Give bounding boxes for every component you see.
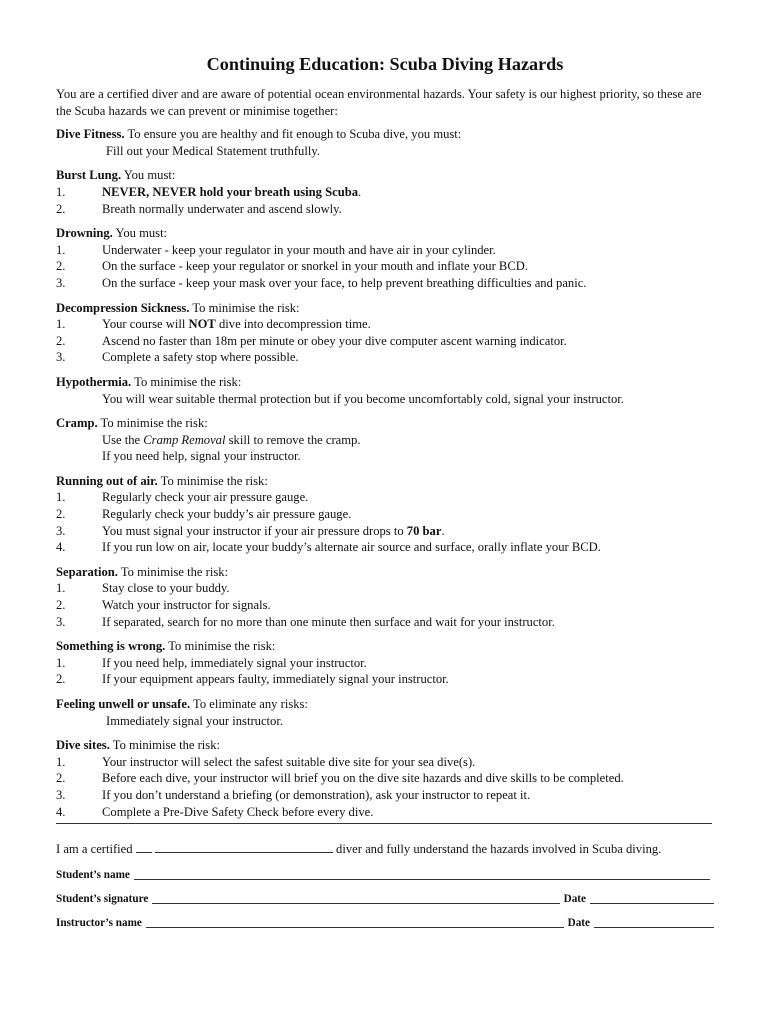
separator-line — [56, 823, 712, 824]
section-lead: To minimise the risk: — [165, 639, 276, 654]
section-heading: Hypothermia. — [56, 374, 132, 389]
list-item — [56, 489, 714, 506]
list-item — [56, 523, 714, 540]
list-item — [56, 597, 714, 614]
item-text: If you run low on air, locate your buddy’s alternate air source and surface, orally inflate your BCD. — [102, 540, 601, 555]
section-hypothermia — [56, 374, 714, 407]
section-dive-sites — [56, 737, 714, 820]
section-line: Fill out your Medical Statement truthfully. — [106, 143, 320, 158]
section-lead: You must: — [121, 168, 176, 183]
item-number: 2. — [56, 333, 66, 348]
section-lead: To ensure you are healthy and fit enough to Scuba dive, you must: — [124, 127, 462, 142]
item-number: 3. — [56, 275, 66, 290]
section-decompression-sickness — [56, 300, 714, 366]
item-text: Complete a safety stop where possible. — [102, 350, 299, 365]
section-burst-lung — [56, 167, 714, 217]
list-item — [56, 671, 714, 688]
list-item — [56, 754, 714, 771]
list-item — [56, 242, 714, 259]
item-bold-text: NOT — [188, 317, 216, 332]
item-text: If separated, search for no more than one minute then surface and wait for your instructor. — [102, 614, 555, 629]
item-number: 4. — [56, 540, 66, 555]
student-signature-label: Student’s signature — [56, 892, 149, 905]
skill-name: Cramp Removal — [143, 432, 226, 447]
item-text: dive into decompression time. — [215, 317, 371, 332]
section-lead: To eliminate any risks: — [190, 697, 308, 711]
student-name-field[interactable] — [134, 879, 710, 880]
item-number: 1. — [56, 490, 66, 505]
section-drowning — [56, 225, 714, 291]
section-lead: To minimise the risk: — [157, 473, 268, 488]
section-separation — [56, 564, 714, 630]
item-number: 1. — [56, 184, 66, 199]
list-item — [56, 258, 714, 275]
item-text: On the surface - keep your mask over your face, to help prevent breathing difficulties and panic. — [102, 275, 587, 290]
list-item — [56, 770, 714, 787]
section-heading: Drowning. — [56, 226, 113, 241]
line-text: skill to remove the cramp. — [225, 432, 361, 447]
item-text: Regularly check your air pressure gauge. — [102, 490, 309, 505]
item-text: Complete a Pre-Dive Safety Check before every dive. — [102, 804, 374, 819]
item-text: . — [358, 184, 362, 199]
item-number: 2. — [56, 507, 66, 522]
certification-level-blank[interactable] — [136, 840, 152, 853]
list-item — [56, 539, 714, 556]
section-heading: Cramp. — [56, 416, 98, 431]
item-number: 3. — [56, 614, 66, 629]
item-text: Your instructor will select the safest suitable dive site for your sea dive(s). — [102, 754, 476, 769]
certification-text-pre: I am a certified — [56, 842, 133, 857]
list-item — [56, 580, 714, 597]
item-bold-text: 70 bar — [406, 523, 442, 538]
item-text: . — [441, 523, 445, 538]
section-line: If you need help, signal your instructor. — [102, 449, 301, 464]
intro-paragraph: You are a certified diver and are aware of potential ocean environmental hazards. Your safety is our highest priority, so these are the Scuba hazards we can prevent or minimise together: — [56, 87, 702, 118]
item-number: 4. — [56, 804, 66, 819]
list-item — [56, 275, 714, 292]
instructor-name-label: Instructor’s name — [56, 916, 142, 929]
certification-statement — [56, 840, 714, 858]
section-lead: To minimise the risk: — [131, 374, 242, 389]
student-date-label: Date — [563, 892, 586, 905]
list-item — [56, 333, 714, 350]
item-number: 2. — [56, 201, 66, 216]
section-line: Immediately signal your instructor. — [106, 713, 283, 728]
section-running-out-of-air — [56, 473, 714, 556]
item-text: Stay close to your buddy. — [102, 581, 230, 596]
item-text: You must signal your instructor if your air pressure drops to — [102, 523, 407, 538]
section-heading: Separation. — [56, 564, 118, 579]
section-something-wrong — [56, 638, 714, 688]
section-lead: To minimise the risk: — [109, 738, 221, 753]
item-number: 1. — [56, 581, 66, 596]
certification-text-post: diver and fully understand the hazards involved in Scuba diving. — [336, 842, 662, 857]
student-signature-field[interactable] — [152, 903, 559, 904]
instructor-date-field[interactable] — [594, 927, 714, 928]
section-heading: Dive sites. — [56, 738, 110, 753]
section-lead: You must: — [112, 226, 168, 241]
list-item — [56, 184, 714, 201]
item-number: 2. — [56, 771, 66, 786]
item-number: 1. — [56, 754, 66, 769]
item-number: 2. — [56, 598, 66, 613]
item-text: On the surface - keep your regulator or snorkel in your mouth and inflate your BCD. — [102, 259, 528, 274]
list-item — [56, 349, 714, 366]
section-line: You will wear suitable thermal protection but if you become uncomfortably cold, signal your instructor. — [102, 391, 624, 406]
instructor-name-field[interactable] — [146, 927, 564, 928]
student-name-label: Student’s name — [56, 868, 130, 881]
list-item — [56, 614, 714, 631]
list-item — [56, 655, 714, 672]
section-feeling-unwell — [56, 696, 714, 729]
list-item — [56, 787, 714, 804]
student-name-row — [56, 868, 714, 882]
instructor-date-label: Date — [567, 916, 590, 929]
item-text: Your course will — [102, 317, 189, 332]
list-item — [56, 506, 714, 523]
item-number: 2. — [56, 259, 66, 274]
student-date-field[interactable] — [590, 903, 714, 904]
item-text: Before each dive, your instructor will brief you on the dive site hazards and dive skills to be completed. — [102, 771, 624, 786]
section-heading: Feeling unwell or unsafe. — [56, 697, 191, 711]
item-number: 1. — [56, 317, 66, 332]
item-number: 2. — [56, 672, 66, 687]
item-number: 1. — [56, 655, 66, 670]
student-signature-row — [56, 892, 714, 906]
list-item — [56, 201, 714, 218]
section-heading: Dive Fitness. — [56, 127, 125, 142]
section-lead: To minimise the risk: — [117, 564, 229, 579]
section-heading: Decompression Sickness. — [56, 300, 190, 315]
page-title: Continuing Education: Scuba Diving Hazards — [206, 54, 564, 74]
section-heading: Running out of air. — [56, 473, 158, 488]
section-heading: Burst Lung. — [56, 168, 122, 183]
list-item — [56, 316, 714, 333]
list-item — [56, 804, 714, 821]
item-bold-text: NEVER, NEVER hold your breath using Scuba — [102, 184, 359, 199]
line-text: Use the — [102, 432, 144, 447]
section-line — [56, 432, 714, 449]
item-text: If you need help, immediately signal your instructor. — [102, 655, 367, 670]
section-dive-fitness — [56, 126, 714, 159]
item-text: Ascend no faster than 18m per minute or obey your dive computer ascent warning indicator. — [102, 333, 567, 348]
section-cramp — [56, 415, 714, 465]
item-number: 3. — [56, 350, 66, 365]
section-heading: Something is wrong. — [56, 639, 166, 654]
item-text: Regularly check your buddy’s air pressure gauge. — [102, 507, 352, 522]
item-text: Breath normally underwater and ascend slowly. — [102, 201, 342, 216]
item-text: If you don’t understand a briefing (or demonstration), ask your instructor to repeat it. — [102, 787, 531, 802]
instructor-name-row — [56, 916, 714, 930]
certification-agency-blank[interactable] — [155, 840, 333, 853]
item-text: Watch your instructor for signals. — [102, 598, 271, 613]
item-number: 3. — [56, 787, 66, 802]
item-number: 3. — [56, 523, 66, 538]
item-text: If your equipment appears faulty, immediately signal your instructor. — [102, 672, 449, 687]
section-lead: To minimise the risk: — [97, 416, 208, 431]
section-lead: To minimise the risk: — [189, 300, 300, 315]
item-number: 1. — [56, 242, 66, 257]
item-text: Underwater - keep your regulator in your mouth and have air in your cylinder. — [102, 242, 496, 257]
